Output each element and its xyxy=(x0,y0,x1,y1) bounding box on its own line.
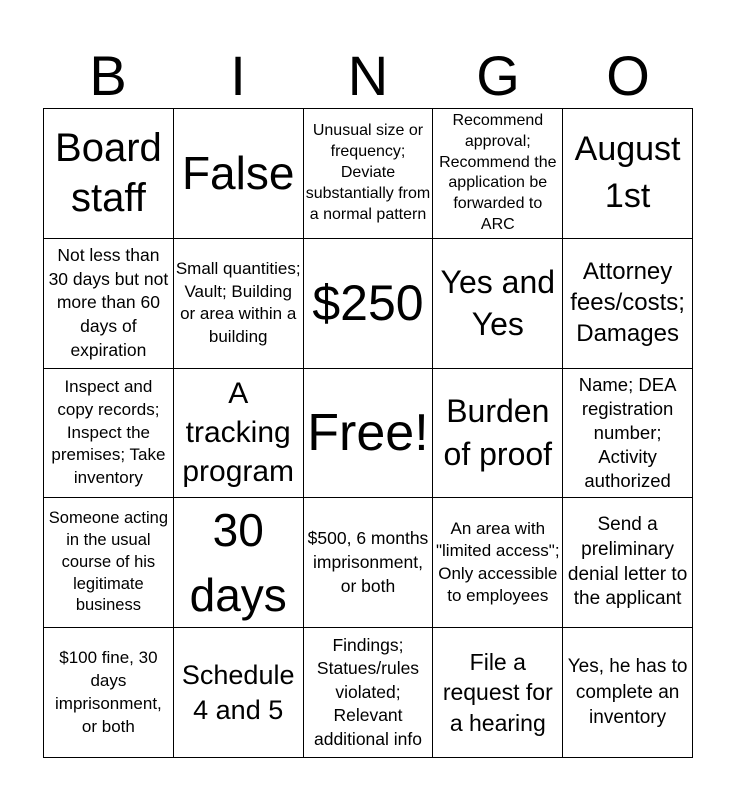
cell-text: Schedule 4 and 5 xyxy=(181,659,295,725)
header-letter-g: G xyxy=(476,44,520,107)
bingo-cell-r1c1[interactable] xyxy=(44,109,174,239)
cell-text: Yes, he has to complete an inventory xyxy=(567,656,688,729)
cell-text: Inspect and copy records; Inspect the premises; Take inventory xyxy=(51,377,166,487)
header-letter-i: I xyxy=(230,44,246,107)
cell-text: August 1st xyxy=(574,129,681,216)
cell-text: False xyxy=(181,147,295,200)
bingo-cell-r4c1[interactable] xyxy=(44,498,174,628)
cell-text: Name; DEA registration number; Activity authorized xyxy=(578,373,677,492)
bingo-cell-r5c2[interactable] xyxy=(174,628,304,758)
bingo-cell-r3c1[interactable] xyxy=(44,369,174,499)
header-letter-n: N xyxy=(347,44,389,107)
bingo-header xyxy=(43,42,693,106)
bingo-cell-r2c2[interactable] xyxy=(174,239,304,369)
cell-text: File a request for a hearing xyxy=(442,648,553,736)
bingo-cell-r3c3[interactable] xyxy=(304,369,434,499)
bingo-cell-r5c5[interactable] xyxy=(563,628,693,758)
bingo-cell-r5c4[interactable] xyxy=(433,628,563,758)
cell-text: Recommend approval; Recommend the application be forwarded to ARC xyxy=(439,112,557,233)
header-letter-o: O xyxy=(606,44,650,107)
bingo-cell-r5c3[interactable] xyxy=(304,628,434,758)
bingo-cell-r4c3[interactable] xyxy=(304,498,434,628)
bingo-cell-r1c5[interactable] xyxy=(563,109,693,239)
cell-text: An area with "limited access"; Only accessible to employees xyxy=(436,518,560,606)
cell-text: Not less than 30 days but not more than 60 days of expiration xyxy=(48,244,169,360)
bingo-cell-r2c4[interactable] xyxy=(433,239,563,369)
cell-text: 30 days xyxy=(189,504,287,621)
cell-text: Board staff xyxy=(55,126,162,221)
bingo-cell-r1c3[interactable] xyxy=(304,109,434,239)
header-letter-b: B xyxy=(89,44,127,107)
bingo-cell-r2c5[interactable] xyxy=(563,239,693,369)
bingo-cell-r5c1[interactable] xyxy=(44,628,174,758)
cell-text: Unusual size or frequency; Deviate substantially from a normal pattern xyxy=(305,122,431,223)
cell-text: Send a preliminary denial letter to the applicant xyxy=(567,514,688,610)
cell-text: $100 fine, 30 days imprisonment, or both xyxy=(55,647,162,736)
cell-text: Burden of proof xyxy=(443,393,553,472)
cell-text: $500, 6 months imprisonment, or both xyxy=(307,528,429,596)
cell-text: Findings; Statues/rules violated; Relevant additional info xyxy=(313,635,422,749)
cell-text: A tracking program xyxy=(182,377,295,489)
cell-text: $250 xyxy=(312,275,424,332)
bingo-cell-r4c5[interactable] xyxy=(563,498,693,628)
cell-text: Free! xyxy=(307,403,429,462)
bingo-board xyxy=(43,108,693,758)
bingo-cell-r1c2[interactable] xyxy=(174,109,304,239)
bingo-cell-r2c1[interactable] xyxy=(44,239,174,369)
bingo-cell-r1c4[interactable] xyxy=(433,109,563,239)
bingo-cell-r4c2[interactable] xyxy=(174,498,304,628)
cell-text: Attorney fees/costs; Damages xyxy=(570,258,685,347)
cell-text: Yes and Yes xyxy=(440,263,556,343)
cell-text: Someone acting in the usual course of his legitimate business xyxy=(48,509,169,615)
bingo-cell-r4c4[interactable] xyxy=(433,498,563,628)
bingo-cell-r3c5[interactable] xyxy=(563,369,693,499)
bingo-cell-r3c2[interactable] xyxy=(174,369,304,499)
cell-text: Small quantities; Vault; Building or area within a building xyxy=(175,258,301,346)
bingo-cell-r2c3[interactable] xyxy=(304,239,434,369)
bingo-cell-r3c4[interactable] xyxy=(433,369,563,499)
